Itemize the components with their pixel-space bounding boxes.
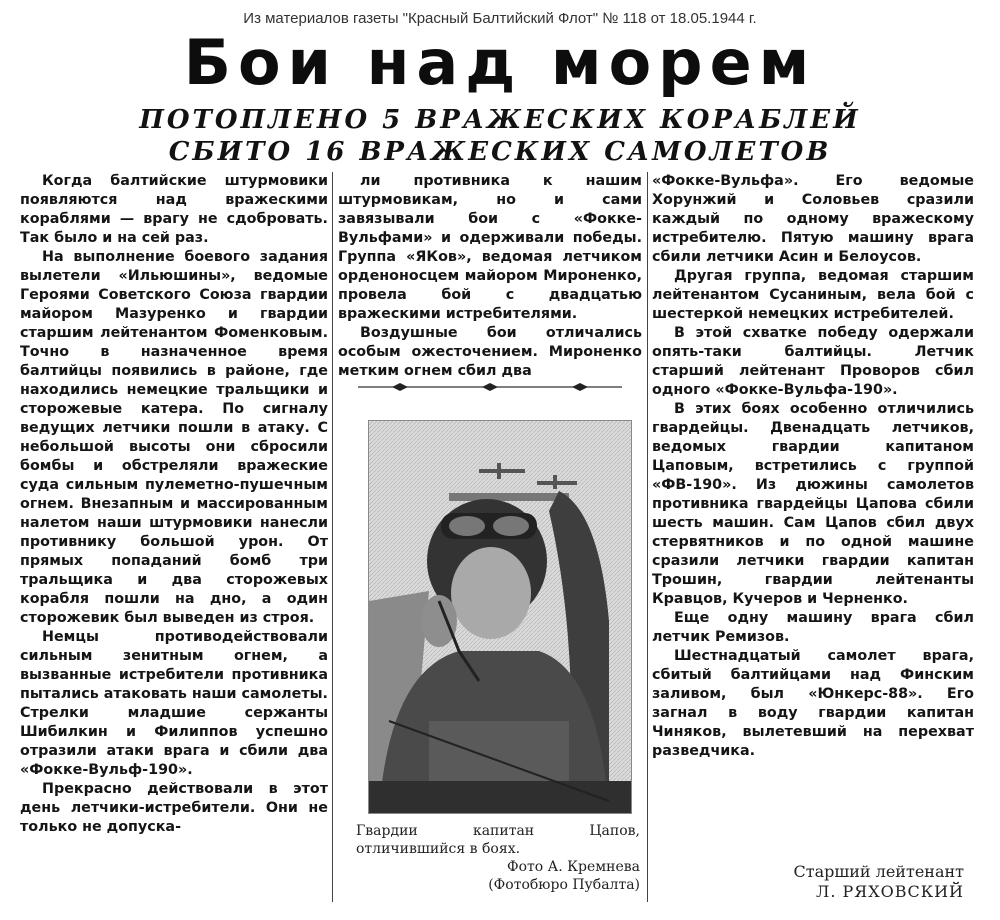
article-column-1 [20, 172, 328, 837]
subheadline-ships: ПОТОПЛЕНО 5 ВРАЖЕСКИХ КОРАБЛЕЙ [139, 105, 861, 135]
ornament-divider [338, 380, 642, 394]
column-divider [647, 172, 648, 902]
paragraph: «Фокке-Вульфа». Его ведомые Хорунжий и Соловьев сразили каждый по одному вражескому истребителю. Пятую машину врага сбили летчики Асин и Белоусов. [652, 173, 974, 265]
paragraph: Воздушные бои отличались особым ожесточением. Мироненко метким огнем сбил два [338, 325, 642, 379]
paragraph: В этой схватке победу одержали опять-таки балтийцы. Летчик старший лейтенант Проворов сбил одного «Фокке-Вульфа-190». [652, 325, 974, 398]
paragraph: Прекрасно действовали в этот день летчики-истребители. Они не только не допуска- [20, 781, 328, 835]
column-divider [332, 172, 333, 902]
paragraph: ли противника к нашим штурмовикам, но и сами завязывали бои с «Фокке-Вульфами» и одерживали победы. Группа «ЯКов», ведомая летчиком орденоносцем майором Мироненко, провела бой с двадцатью вражескими истребителями. [338, 173, 642, 322]
author-rank: Старший лейтенант [793, 862, 964, 881]
paragraph: Когда балтийские штурмовики появляются над вражескими кораблями — врагу не сдобровать. Так было и на сей раз. [20, 173, 328, 246]
paragraph: В этих боях особенно отличились гвардейцы. Двенадцать летчиков, ведомых гвардии капитаном Цаповым, встретились с группой «ФВ-190». Из дюжины самолетов противника гвардейцы Цапова сбили шесть машин. Сам Цапов сбил двух стервятников и по одной машине сразили летчики гвардии капитан Трошин, гвардии лейтенанты Кравцов, Кучеров и Черненко. [652, 401, 974, 607]
photo-credit: Фото А. Кремнева [507, 859, 640, 875]
photo-agency: (Фотобюро Пубалта) [488, 877, 640, 893]
author-signature [704, 862, 964, 902]
source-line: Из материалов газеты "Красный Балтийский Флот" № 118 от 18.05.1944 г. [243, 10, 757, 27]
headline: Бои над морем [183, 26, 817, 99]
photo-caption [356, 822, 640, 894]
caption-text: Гвардии капитан Цапов, отличившийся в боях. [356, 823, 640, 857]
paragraph: Немцы противодействовали сильным зенитным огнем, а вызванные истребители противника пытались атаковать наши самолеты. Стрелки младшие сержанты Шибилкин и Филиппов успешно отразили атаки врага и сбили два «Фокке-Вульф-190». [20, 629, 328, 778]
paragraph: Шестнадцатый самолет врага, сбитый балтийцами над Финским заливом, был «Юнкерс-88». Его загнал в воду гвардии капитан Чиняков, вылетевший на перехват разведчика. [652, 648, 974, 759]
article-column-3 [652, 172, 974, 761]
article-column-2 [338, 172, 642, 381]
paragraph: Другая группа, ведомая старшим лейтенантом Сусаниным, вела бой с шестеркой немецких истребителей. [652, 268, 974, 322]
paragraph: Еще одну машину врага сбил летчик Ремизов. [652, 610, 974, 645]
paragraph: На выполнение боевого задания вылетели «Ильюшины», ведомые Героями Советского Союза гвардии майором Мазуренко и гвардии старшим лейтенантом Фоменковым. Точно в назначенное время балтийцы появились в районе, где находились немецкие тральщики и сторожевые катера. По сигналу ведущих летчики пошли в атаку. С небольшой высоты они сбросили бомбы и обстреляли вражеские суда сильным пулеметно-пушечным огнем. Внезапным и массированным налетом наши штурмовики нанесли противнику большой урон. От прямых попаданий бомб три тральщика и два сторожевых корабля пошли на дно, а один сторожевик был выведен из строя. [20, 249, 328, 626]
portrait-photo [368, 420, 632, 814]
author-name: Л. РЯХОВСКИЙ [815, 882, 964, 901]
subheadline-planes: СБИТО 16 ВРАЖЕСКИХ САМОЛЕТОВ [168, 137, 832, 167]
